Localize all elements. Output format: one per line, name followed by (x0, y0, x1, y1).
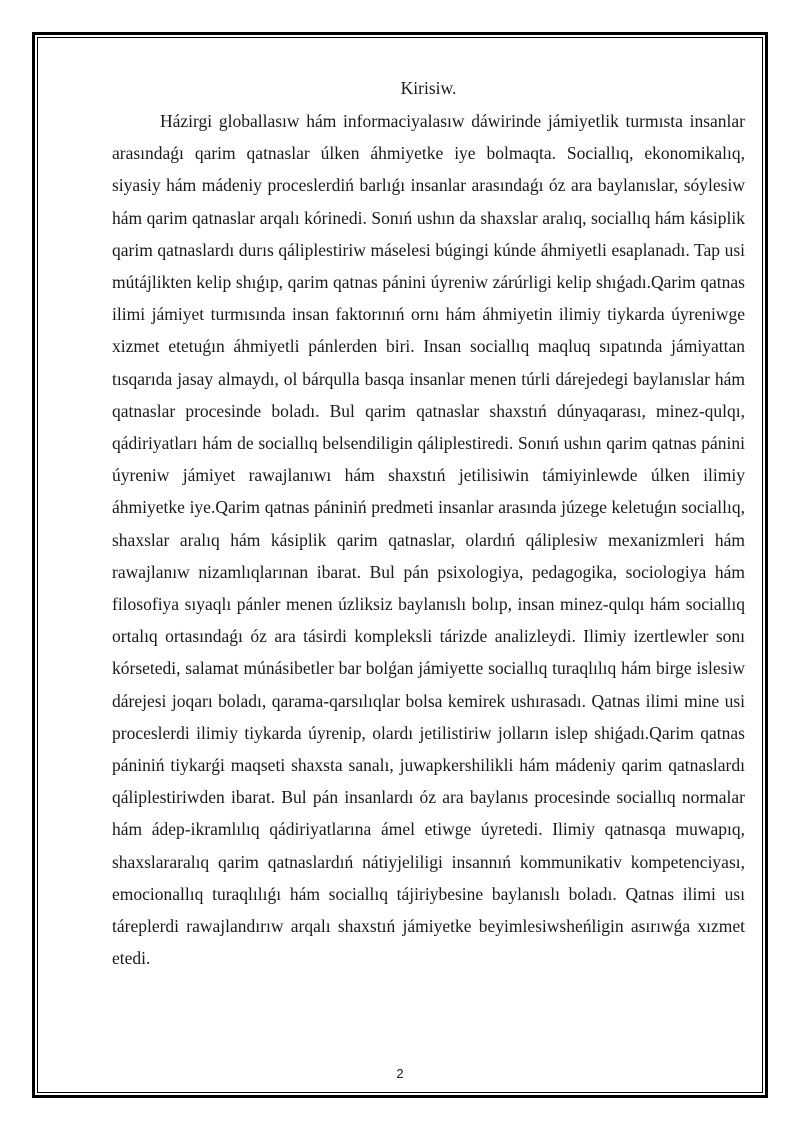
document-title: Kirisiw. (400, 78, 457, 98)
document-content (112, 74, 745, 974)
body-paragraph: Házirgi globallasıw hám informaciyalasıw dáwirinde jámiyetlik turmısta insanlar arasındaǵı qarim qatnaslar úlken áhmiyetke iye bolmaqta. Sociallıq, ekonomikalıq, siyasiy hám mádeniy proceslerdiń barlıǵı insanlar arasındaǵı óz ara baylanıslar, sóylesiw hám qarim qatnaslar arqalı kórinedi. Sonıń ushın da shaxslar aralıq, sociallıq hám kásiplik qarim qatnaslardı durıs qáliplestiriw máselesi búgingi kúnde áhmiyetli esaplanadı. Tap usi mútájlikten kelip shıǵıp, qarim qatnas pánini úyreniw zárúrligi kelip shıǵadı.Qarim qatnas ilimi jámiyet turmısında insan faktorınıń ornı hám áhmiyetin ilimiy tiykarda úyreniwge xizmet etetuǵın áhmiyetli pánlerden biri. Insan sociallıq maqluq sıpatında jámiyattan tısqarıda jasay almaydı, ol bárqulla basqa insanlar menen túrli dárejedegi baylanıslar hám qatnaslar procesinde boladı. Bul qarim qatnaslar shaxstıń dúnyaqarası, minez-qulqı, qádiriyatları hám de sociallıq belsendiligin qáliplestiredi. Sonıń ushın qarim qatnas pánini úyreniw jámiyet rawajlanıwı hám shaxstıń jetilisiwin támiyinlewde úlken ilimiy áhmiyetke iye.Qarim qatnas pániniń predmeti insanlar arasında júzege keletuǵın sociallıq, shaxslar aralıq hám kásiplik qarim qatnaslar, olardıń qáliplesiw mexanizmleri hám rawajlanıw nizamlıqlarınan ibarat. Bul pán psixologiya, pedagogika, sociologiya hám filosofiya sıyaqlı pánler menen úzliksiz baylanıslı bolıp, insan minez-qulqı hám sociallıq ortalıq ortasındaǵı óz ara tásirdi kompleksli tárizde analizleydi. Ilimiy izertlewler sonı kórsetedi, salamat múnásibetler bar bolǵan jámiyette sociallıq turaqlılıq hám birge islesiw dárejesi joqarı boladı, qarama-qarsılıqlar bolsa kemirek ushırasadı. Qatnas ilimi mine usi proceslerdi ilimiy tiykarda úyrenip, olardı jetilistiriw jolların islep shiǵadı.Qarim qatnas pániniń tiykarǵi maqseti shaxsta sanalı, juwapkershilikli hám mádeniy qarim qatnaslardı qáliplestiriwden ibarat. Bul pán insanlardı óz ara baylanıs procesinde sociallıq normalar hám ádep-ikramlılıq qádiriyatlarına ámel etiwge úyretedi. Ilimiy qatnasqa muwapıq, shaxslararalıq qarim qatnaslardıń nátiyjeliligi insannıń kommunikativ kompetenciyası, emocionallıq turaqlılıǵı hám sociallıq tájiriybesine baylanıslı boladı. Qatnas ilimi usı táreplerdi rawajlandırıw arqalı shaxstıń jámiyetke beyimlesiwsheńligin asırıwǵa xızmet etedi. (112, 111, 745, 969)
page-number: 2 (396, 1066, 404, 1081)
